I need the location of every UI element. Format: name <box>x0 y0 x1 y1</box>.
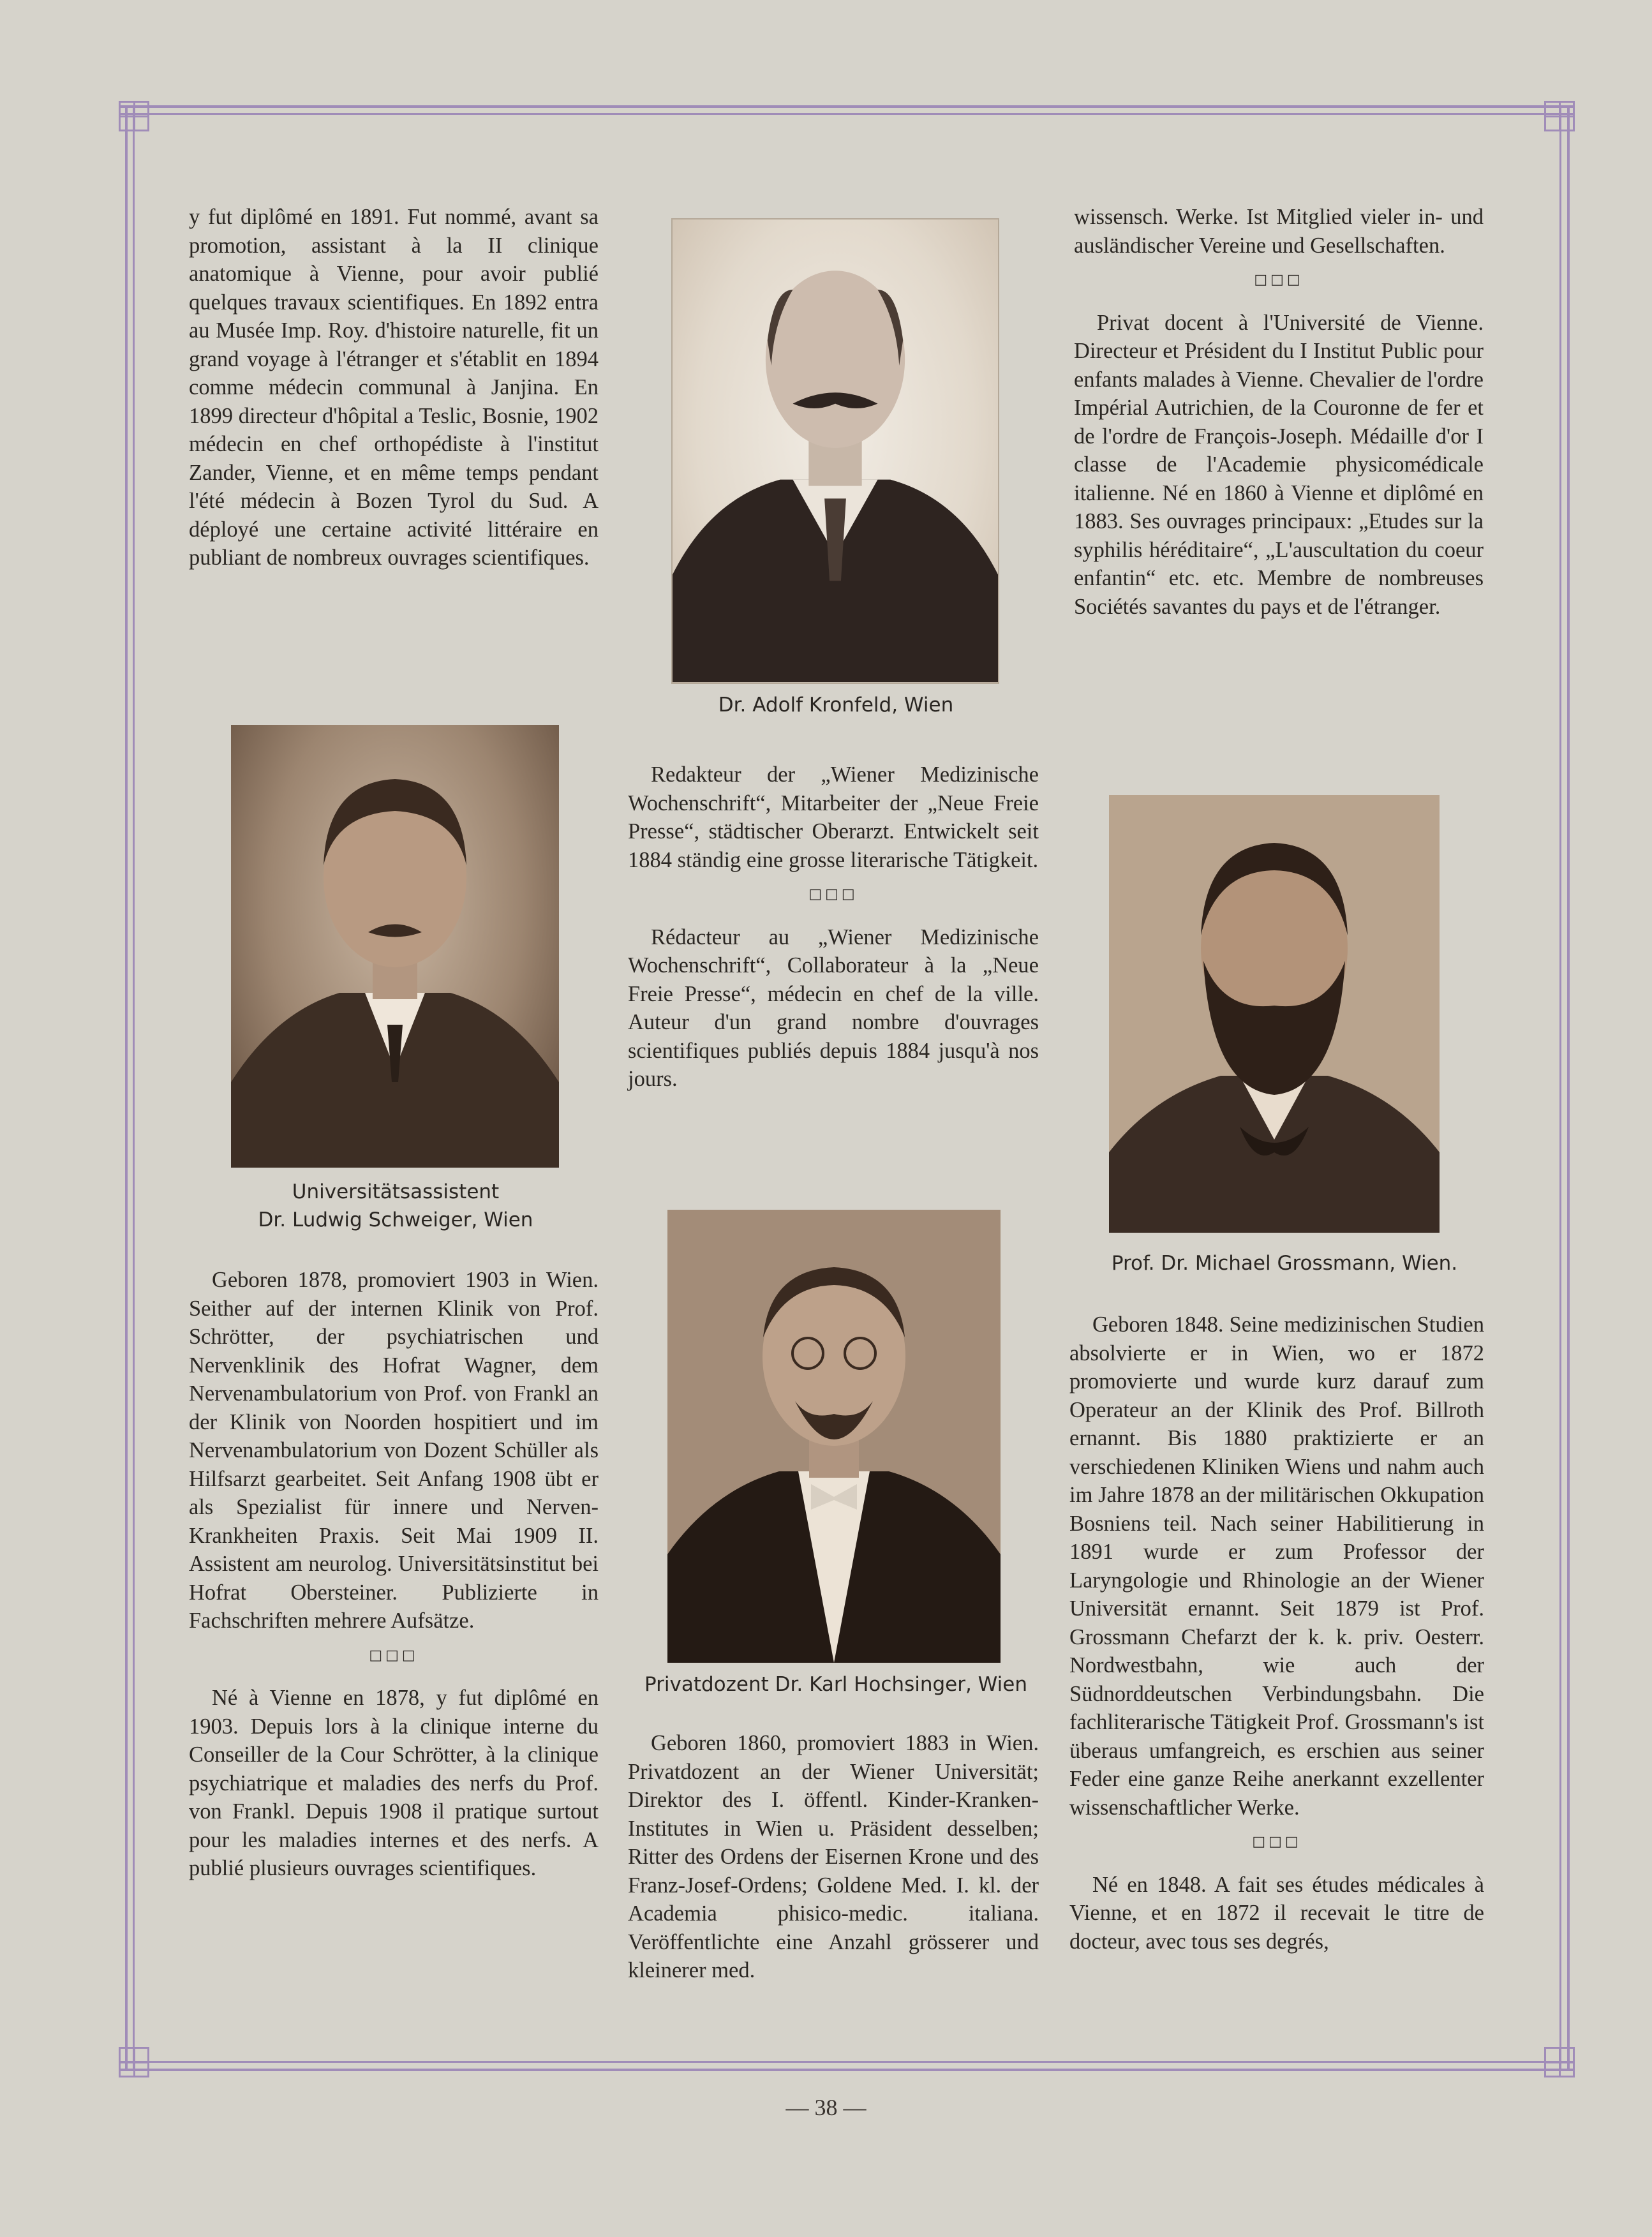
right-upper-text <box>1074 203 1484 621</box>
frame-top-inner <box>119 113 1575 115</box>
right-german-paragraph: Geboren 1848. Seine medizinischen Studien absolvierte er in Wien, wo er 1872 promovierte und wurde kurz darauf zum Operateur an der Klinik des Prof. Billroth ernannt. Bis 1880 praktizierte er an verschiedenen Kliniken Wiens und nahm auch im Jahre 1878 an der militärischen Okkupation Bosniens teil. Nach seiner Habilitierung in 1891 wurde er zum Professor der Laryngologie und Rhinologie an der Wiener Universität ernannt. Seit 1879 ist Prof. Grossmann Chefarzt der k. k. priv. Oesterr. Nordwestbahn, wie auch der Südnorddeutschen Verbindungsbahn. Die fachliterarische Tätigkeit Prof. Grossmann's ist überaus umfangreich, es erschien aus seiner Feder eine ganze Reihe anerkannt exzellenter wissenschaftlicher Werke. <box>1069 1312 1484 1820</box>
ornament-divider: □□□ <box>369 1647 419 1663</box>
portrait-michael-grossmann <box>1109 795 1440 1233</box>
portrait-figure-icon <box>667 1210 1001 1663</box>
caption-title: Universitätsassistent <box>292 1180 500 1203</box>
caption-adolf-kronfeld <box>651 691 1021 719</box>
ornament-divider: □□□ <box>808 886 858 902</box>
ornament-divider: □□□ <box>1254 272 1304 288</box>
portrait-figure-icon <box>231 725 559 1168</box>
frame-top-outer <box>119 105 1575 108</box>
caption-ludwig-schweiger <box>211 1178 581 1234</box>
portrait-ludwig-schweiger <box>231 725 559 1168</box>
frame-right-inner <box>1559 105 1561 2070</box>
caption-michael-grossmann <box>1064 1249 1505 1277</box>
left-intro-text <box>189 203 599 572</box>
middle-french-paragraph: Rédacteur au „Wiener Medizinische Wochenschrift“, Collaborateur à la „Neue Freie Presse“, médecin en chef de la ville. Auteur d'un grand nombre d'ouvrages scientifiques publiés depuis 1884 jusqu'à nos jours. <box>628 925 1039 1091</box>
right-intro-paragraph: wissensch. Werke. Ist Mitglied vieler in- und ausländischer Vereine und Gesellschaften. <box>1074 205 1484 258</box>
caption-karl-hochsinger <box>619 1670 1053 1698</box>
right-lower-text <box>1069 1311 1484 1956</box>
left-french-paragraph: Né à Vienne en 1878, y fut diplômé en 1903. Depuis lors à la clinique interne du Conseiller de la Cour Schrötter, à la clinique psychiatrique et maladies des nerfs du Prof. von Frankl. Depuis 1908 il pratique surtout pour les maladies internes et des nerfs. A publié plusieurs ouvrages scientifiques. <box>189 1686 599 1880</box>
caption-name: Privatdozent Dr. Karl Hochsinger, Wien <box>644 1673 1027 1696</box>
frame-left-inner <box>133 105 135 2070</box>
left-lower-text <box>189 1266 599 1883</box>
frame-bottom-inner <box>119 2069 1575 2071</box>
caption-name: Prof. Dr. Michael Grossmann, Wien. <box>1111 1252 1458 1275</box>
page-number: — 38 — <box>785 2095 867 2120</box>
frame-bottom-outer <box>119 2061 1575 2063</box>
middle-text <box>628 761 1039 1094</box>
caption-name: Dr. Adolf Kronfeld, Wien <box>718 694 954 717</box>
ornament-divider: □□□ <box>1252 1834 1302 1850</box>
portrait-adolf-kronfeld <box>671 218 999 684</box>
left-intro-paragraph: y fut diplômé en 1891. Fut nommé, avant sa promotion, assistant à la II clinique anatomique à Vienne, pour avoir publié quelques travaux scientifiques. En 1892 entra au Musée Imp. Roy. d'histoire naturelle, fit un grand voyage à l'étranger et s'établit en 1894 comme médecin communal à Janjina. En 1899 directeur d'hôpital a Teslic, Bosnie, 1902 médecin en chef orthopédiste à l'institut Zander, Vienne, et en même temps pendant l'été médecin à Bozen Tyrol du Sud. A déployé une certaine activité littéraire en publiant de nombreux ouvrages scientifiques. <box>189 205 599 570</box>
middle-hochsinger-paragraph: Geboren 1860, promoviert 1883 in Wien. Privatdozent an der Wiener Universität; Direktor des I. öffentl. Kinder-Kranken-Institutes in Wien u. Präsident desselben; Ritter des Ordens der Eisernen Krone und des Franz-Josef-Ordens; Goldene Med. I. kl. der Academia phisico-medic. italiana. Veröffentlichte eine Anzahl grösserer und kleinerer med. <box>628 1731 1039 1982</box>
right-french-paragraph: Privat docent à l'Université de Vienne. Directeur et Président du I Institut Public pour enfants malades à Vienne. Chevalier de l'ordre Impérial Autrichien, de la Couronne de fer et de l'ordre de François-Joseph. Médaille d'or I classe de l'Academie physicomédicale italienne. Né en 1860 à Vienne et diplômé en 1883. Ses ouvrages principaux: „Etudes sur la syphilis héréditaire“, „L'auscultation du coeur enfantin“ etc. etc. Membre de nombreuses Sociétés savantes du pays et de l'étranger. <box>1074 310 1484 619</box>
portrait-figure-icon <box>673 219 998 683</box>
portrait-figure-icon <box>1109 795 1440 1233</box>
frame-corner-bottom-left <box>119 2047 149 2077</box>
middle-german-paragraph: Redakteur der „Wiener Medizinische Wochenschrift“, Mitarbeiter der „Neue Freie Presse“, städtischer Oberarzt. Entwickelt seit 1884 ständig eine grosse literarische Tätigkeit. <box>628 762 1039 872</box>
frame-corner-bottom-right <box>1544 2047 1575 2077</box>
portrait-karl-hochsinger <box>667 1210 1001 1663</box>
frame-right-outer <box>1567 105 1570 2070</box>
frame-corner-top-left <box>119 101 149 131</box>
right-french-paragraph-2: Né en 1848. A fait ses études médicales à Vienne, et en 1872 il recevait le titre de docteur, avec tous ses degrés, <box>1069 1872 1484 1954</box>
caption-name: Dr. Ludwig Schweiger, Wien <box>258 1208 533 1231</box>
frame-left-outer <box>125 105 128 2070</box>
middle-lower-text <box>628 1729 1039 1985</box>
frame-corner-top-right <box>1544 101 1575 131</box>
left-german-paragraph: Geboren 1878, promoviert 1903 in Wien. Seither auf der internen Klinik von Prof. Schrötter, der psychiatrischen und Nervenklinik des Hofrat Wagner, dem Nervenambulatorium von Prof. von Frankl an der Klinik von Noorden hospitiert und im Nervenambulatorium von Dozent Schüller als Hilfsarzt gearbeitet. Seit Anfang 1908 übt er als Spezialist für innere und Nerven-Krankheiten Praxis. Seit Mai 1909 II. Assistent am neurolog. Universitätsinstitut bei Hofrat Obersteiner. Publizierte in Fachschriften mehrere Aufsätze. <box>189 1268 599 1633</box>
